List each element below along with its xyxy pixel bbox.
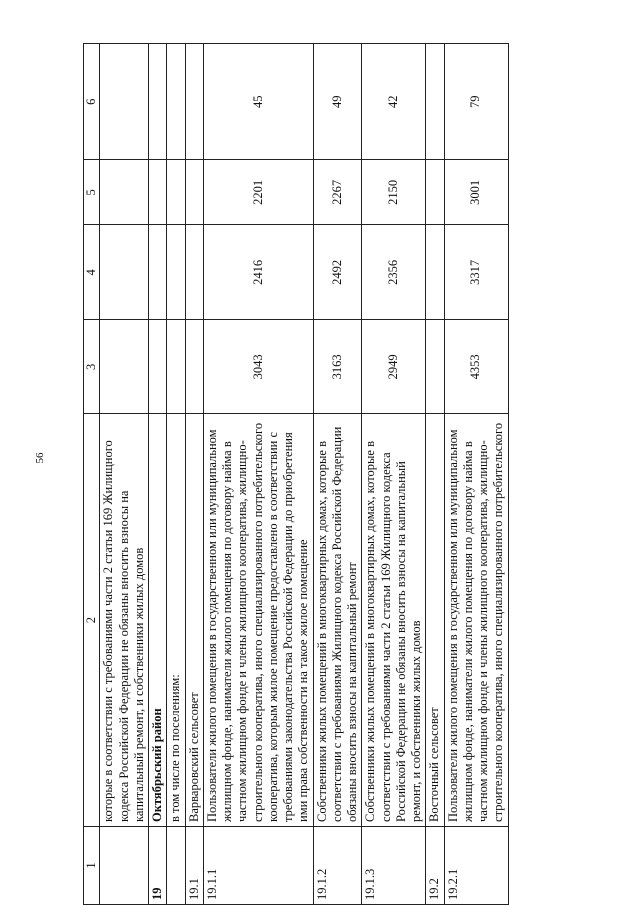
table-row	[149, 44, 167, 905]
row-value-3	[185, 320, 203, 414]
row-value-5: 2267	[313, 160, 362, 225]
header-cell-3: 3	[84, 320, 100, 414]
table-row	[167, 44, 185, 905]
row-value-6: 49	[313, 44, 362, 160]
row-id: 19.1	[185, 826, 203, 904]
table-row	[185, 44, 203, 905]
row-id: 19	[149, 826, 167, 904]
row-value-6	[149, 44, 167, 160]
row-text: Восточный сельсовет	[426, 414, 444, 827]
row-value-4	[100, 225, 149, 320]
row-id: 19.1.2	[313, 826, 362, 904]
row-value-6: 45	[203, 44, 313, 160]
row-value-3	[149, 320, 167, 414]
table-row	[444, 44, 508, 905]
row-value-6: 79	[444, 44, 508, 160]
row-value-3: 2949	[362, 320, 426, 414]
header-cell-4: 4	[84, 225, 100, 320]
row-text: Собственники жилых помещений в многоквартирных домах, которые в соответствии с требованиями части 2 статьи 169 Жилищного кодекса Российской Федерации не обязаны вносить взносы на капитальный ремонт, и собственники жилых домов	[362, 414, 426, 827]
row-value-4: 2492	[313, 225, 362, 320]
header-cell-1: 1	[84, 826, 100, 904]
row-value-5	[149, 160, 167, 225]
row-value-3: 3163	[313, 320, 362, 414]
row-value-6	[426, 44, 444, 160]
row-text: Октябрьский район	[149, 414, 167, 827]
row-value-4	[426, 225, 444, 320]
table-row	[203, 44, 313, 905]
page-number: 56	[34, 452, 46, 464]
row-value-3	[426, 320, 444, 414]
row-id: 19.1.1	[203, 826, 313, 904]
row-text: которые в соответствии с требованиями части 2 статьи 169 Жилищного кодекса Российской Федерации не обязаны вносить взносы на капитальный ремонт, и собственники жилых домов	[100, 414, 149, 827]
table-row	[426, 44, 444, 905]
header-cell-2: 2	[84, 414, 100, 827]
row-value-5	[100, 160, 149, 225]
header-cell-5: 5	[84, 160, 100, 225]
row-text: Варваровский сельсовет	[185, 414, 203, 827]
tariff-table	[83, 43, 509, 905]
row-text: в том числе по поселениям:	[167, 414, 185, 827]
row-value-5	[426, 160, 444, 225]
row-value-4: 3317	[444, 225, 508, 320]
row-value-3	[100, 320, 149, 414]
header-cell-6: 6	[84, 44, 100, 160]
row-value-3: 3043	[203, 320, 313, 414]
row-value-6	[185, 44, 203, 160]
row-value-4	[185, 225, 203, 320]
row-text: Собственники жилых помещений в многоквартирных домах, которые в соответствии с требованиями Жилищного кодекса Российской Федерации обязаны вносить взносы на капитальный ремонт	[313, 414, 362, 827]
table-frame	[83, 43, 640, 905]
row-id: 19.2	[426, 826, 444, 904]
row-value-6	[167, 44, 185, 160]
row-text: Пользователи жилого помещения в государственном или муниципальном жилищном фонде, наниматели жилого помещения по договору найма в частном жилищном фонде и члены жилищного кооператива, жилищно-строительного кооператива, иного специализированного потребительского кооператива, которым жилое помещение предоставлено в соответствии с требованиями законодательства Российской Федерации до приобретения ими права собственности на такое жилое помещение	[203, 414, 313, 827]
row-id: 19.1.3	[362, 826, 426, 904]
header-row	[84, 44, 100, 905]
row-value-5	[167, 160, 185, 225]
row-value-5	[185, 160, 203, 225]
row-value-3: 4353	[444, 320, 508, 414]
row-id	[167, 826, 185, 904]
table-row	[362, 44, 426, 905]
row-id	[100, 826, 149, 904]
table-row	[100, 44, 149, 905]
row-text: Пользователи жилого помещения в государственном или муниципальном жилищном фонде, наниматели жилого помещения по договору найма в частном жилищном фонде и члены жилищного кооператива, жилищно-строительного кооператива, иного специализированного потребительского	[444, 414, 508, 827]
row-value-5: 2150	[362, 160, 426, 225]
table-row	[313, 44, 362, 905]
table-container	[83, 43, 640, 905]
row-id: 19.2.1	[444, 826, 508, 904]
row-value-6: 42	[362, 44, 426, 160]
row-value-4	[167, 225, 185, 320]
row-value-4	[149, 225, 167, 320]
row-value-4: 2416	[203, 225, 313, 320]
row-value-6	[100, 44, 149, 160]
row-value-5: 3001	[444, 160, 508, 225]
row-value-4: 2356	[362, 225, 426, 320]
row-value-5: 2201	[203, 160, 313, 225]
row-value-3	[167, 320, 185, 414]
